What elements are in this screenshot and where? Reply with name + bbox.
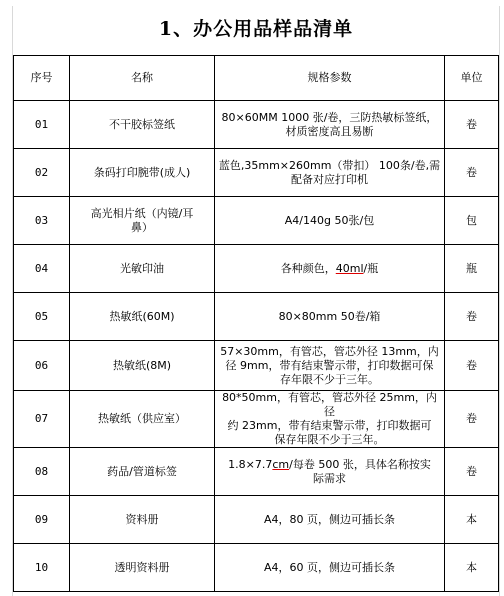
row-unit: 瓶 (445, 245, 499, 293)
row-unit: 卷 (445, 391, 499, 448)
row-name: 不干胶标签纸 (70, 101, 215, 149)
supplies-table (13, 55, 499, 592)
row-no: 09 (14, 496, 70, 544)
header-unit: 单位 (445, 56, 499, 101)
table-row (14, 101, 499, 149)
row-no: 08 (14, 448, 70, 496)
table-row (14, 448, 499, 496)
row-name: 透明资料册 (70, 544, 215, 592)
row-name: 热敏纸(8M) (70, 341, 215, 391)
row-no: 02 (14, 149, 70, 197)
row-unit: 卷 (445, 448, 499, 496)
header-spec: 规格参数 (215, 56, 445, 101)
row-spec: 1.8×7.7cm/每卷 500 张，具体名称按实 际需求 (215, 448, 445, 496)
table-row (14, 293, 499, 341)
row-name: 条码打印腕带(成人) (70, 149, 215, 197)
row-spec: 80×60MM 1000 张/卷，三防热敏标签纸， 材质密度高且易断 (215, 101, 445, 149)
table-row (14, 245, 499, 293)
row-unit: 包 (445, 197, 499, 245)
row-no: 03 (14, 197, 70, 245)
row-name: 热敏纸（供应室） (70, 391, 215, 448)
table-row (14, 197, 499, 245)
page-title: 1、办公用品样品清单 (158, 18, 354, 40)
table-row (14, 544, 499, 592)
row-spec: A4，60 页，侧边可插长条 (215, 544, 445, 592)
row-unit: 本 (445, 496, 499, 544)
row-no: 07 (14, 391, 70, 448)
row-name: 资料册 (70, 496, 215, 544)
header-name: 名称 (70, 56, 215, 101)
row-spec: 80*50mm，有管芯，管芯外径 25mm，内径 约 23mm，带有结束警示带，打印数据可 保存年限不少于三年。 (215, 391, 445, 448)
row-unit: 卷 (445, 101, 499, 149)
row-no: 05 (14, 293, 70, 341)
table-header-row (14, 56, 499, 101)
row-unit: 卷 (445, 341, 499, 391)
row-no: 01 (14, 101, 70, 149)
table-row (14, 391, 499, 448)
table-row (14, 149, 499, 197)
row-unit: 卷 (445, 293, 499, 341)
header-no: 序号 (14, 56, 70, 101)
row-name: 光敏印油 (70, 245, 215, 293)
row-no: 10 (14, 544, 70, 592)
row-spec: 80×80mm 50卷/箱 (215, 293, 445, 341)
row-name: 高光相片纸（内镜/耳 鼻） (70, 197, 215, 245)
row-name: 药品/管道标签 (70, 448, 215, 496)
row-name: 热敏纸(60M) (70, 293, 215, 341)
table-row (14, 496, 499, 544)
row-spec: A4/140g 50张/包 (215, 197, 445, 245)
row-spec: 蓝色,35mm×260mm（带扣） 100条/卷,需 配备对应打印机 (215, 149, 445, 197)
table-row (14, 341, 499, 391)
row-spec: A4，80 页，侧边可插长条 (215, 496, 445, 544)
row-unit: 本 (445, 544, 499, 592)
row-unit: 卷 (445, 149, 499, 197)
row-spec: 57×30mm，有管芯，管芯外径 13mm，内 径 9mm，带有结束警示带，打印数据可保 存年限不少于三年。 (215, 341, 445, 391)
row-spec: 各种颜色，40ml/瓶 (215, 245, 445, 293)
row-no: 06 (14, 341, 70, 391)
row-no: 04 (14, 245, 70, 293)
